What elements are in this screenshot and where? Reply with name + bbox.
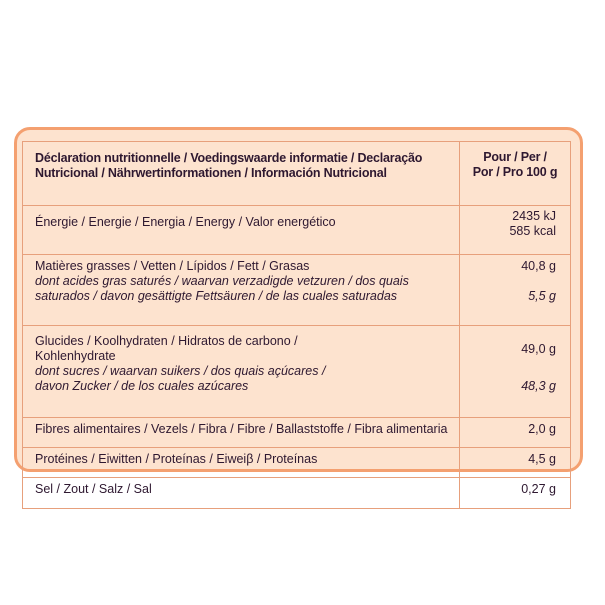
fat-saturated-value: 5,5 g xyxy=(528,289,556,303)
energy-label: Énergie / Energie / Energia / Energy / Valor energético xyxy=(23,206,460,255)
fat-label: Matières grasses / Vetten / Lípidos / Fett / Grasas xyxy=(35,259,310,273)
fibre-value: 2,0 g xyxy=(460,418,571,448)
fat-saturated-line2: saturados / davon gesättigte Fettsäuren / de las cuales saturadas xyxy=(35,289,398,303)
table-header-row xyxy=(23,142,571,206)
carbs-label-cell xyxy=(23,326,460,418)
fat-label-cell xyxy=(23,255,460,326)
fat-saturated-line1: dont acides gras saturés / waarvan verzadigde vetzuren / dos quais xyxy=(35,274,409,288)
header-label-line1: Déclaration nutritionnelle / Voedingswaarde informatie / Declaração xyxy=(35,151,423,165)
header-per-cell xyxy=(460,142,571,206)
nutrition-table xyxy=(22,141,571,509)
energy-value-cell xyxy=(460,206,571,255)
fat-spacer xyxy=(460,274,556,289)
carbs-sugars-line2: davon Zucker / de los cuales azúcares xyxy=(35,379,249,393)
header-label-cell xyxy=(23,142,460,206)
table-row-salt xyxy=(23,478,571,509)
carbs-value: 49,0 g xyxy=(521,342,556,356)
carbs-sugars-value: 48,3 g xyxy=(521,379,556,393)
table-row-fat xyxy=(23,255,571,326)
energy-value-kcal: 585 kcal xyxy=(509,224,556,238)
carbs-value-cell xyxy=(460,326,571,418)
fat-value: 40,8 g xyxy=(521,259,556,273)
protein-label: Protéines / Eiwitten / Proteínas / Eiweiβ / Proteínas xyxy=(23,448,460,478)
header-per-line2: Por / Pro 100 g xyxy=(472,165,558,179)
carbs-sugars-line1: dont sucres / waarvan suikers / dos quais açúcares / xyxy=(35,364,326,378)
table-row-protein xyxy=(23,448,571,478)
carbs-spacer-top xyxy=(460,334,556,342)
header-label-line2: Nutricional / Nährwertinformationen / Información Nutricional xyxy=(35,166,387,180)
carbs-label-line2: Kohlenhydrate xyxy=(35,349,116,363)
fat-value-cell xyxy=(460,255,571,326)
protein-value: 4,5 g xyxy=(460,448,571,478)
table-row-carbohydrates xyxy=(23,326,571,418)
fibre-label: Fibres alimentaires / Vezels / Fibra / Fibre / Ballaststoffe / Fibra alimentaria xyxy=(23,418,460,448)
header-per-line1: Pour / Per / xyxy=(483,150,547,164)
carbs-spacer-mid xyxy=(460,357,556,379)
carbs-label-line1: Glucides / Koolhydraten / Hidratos de carbono / xyxy=(35,334,298,348)
table-row-fibre xyxy=(23,418,571,448)
salt-value: 0,27 g xyxy=(460,478,571,509)
energy-value-kj: 2435 kJ xyxy=(512,209,556,223)
salt-label: Sel / Zout / Salz / Sal xyxy=(23,478,460,509)
table-row-energy xyxy=(23,206,571,255)
